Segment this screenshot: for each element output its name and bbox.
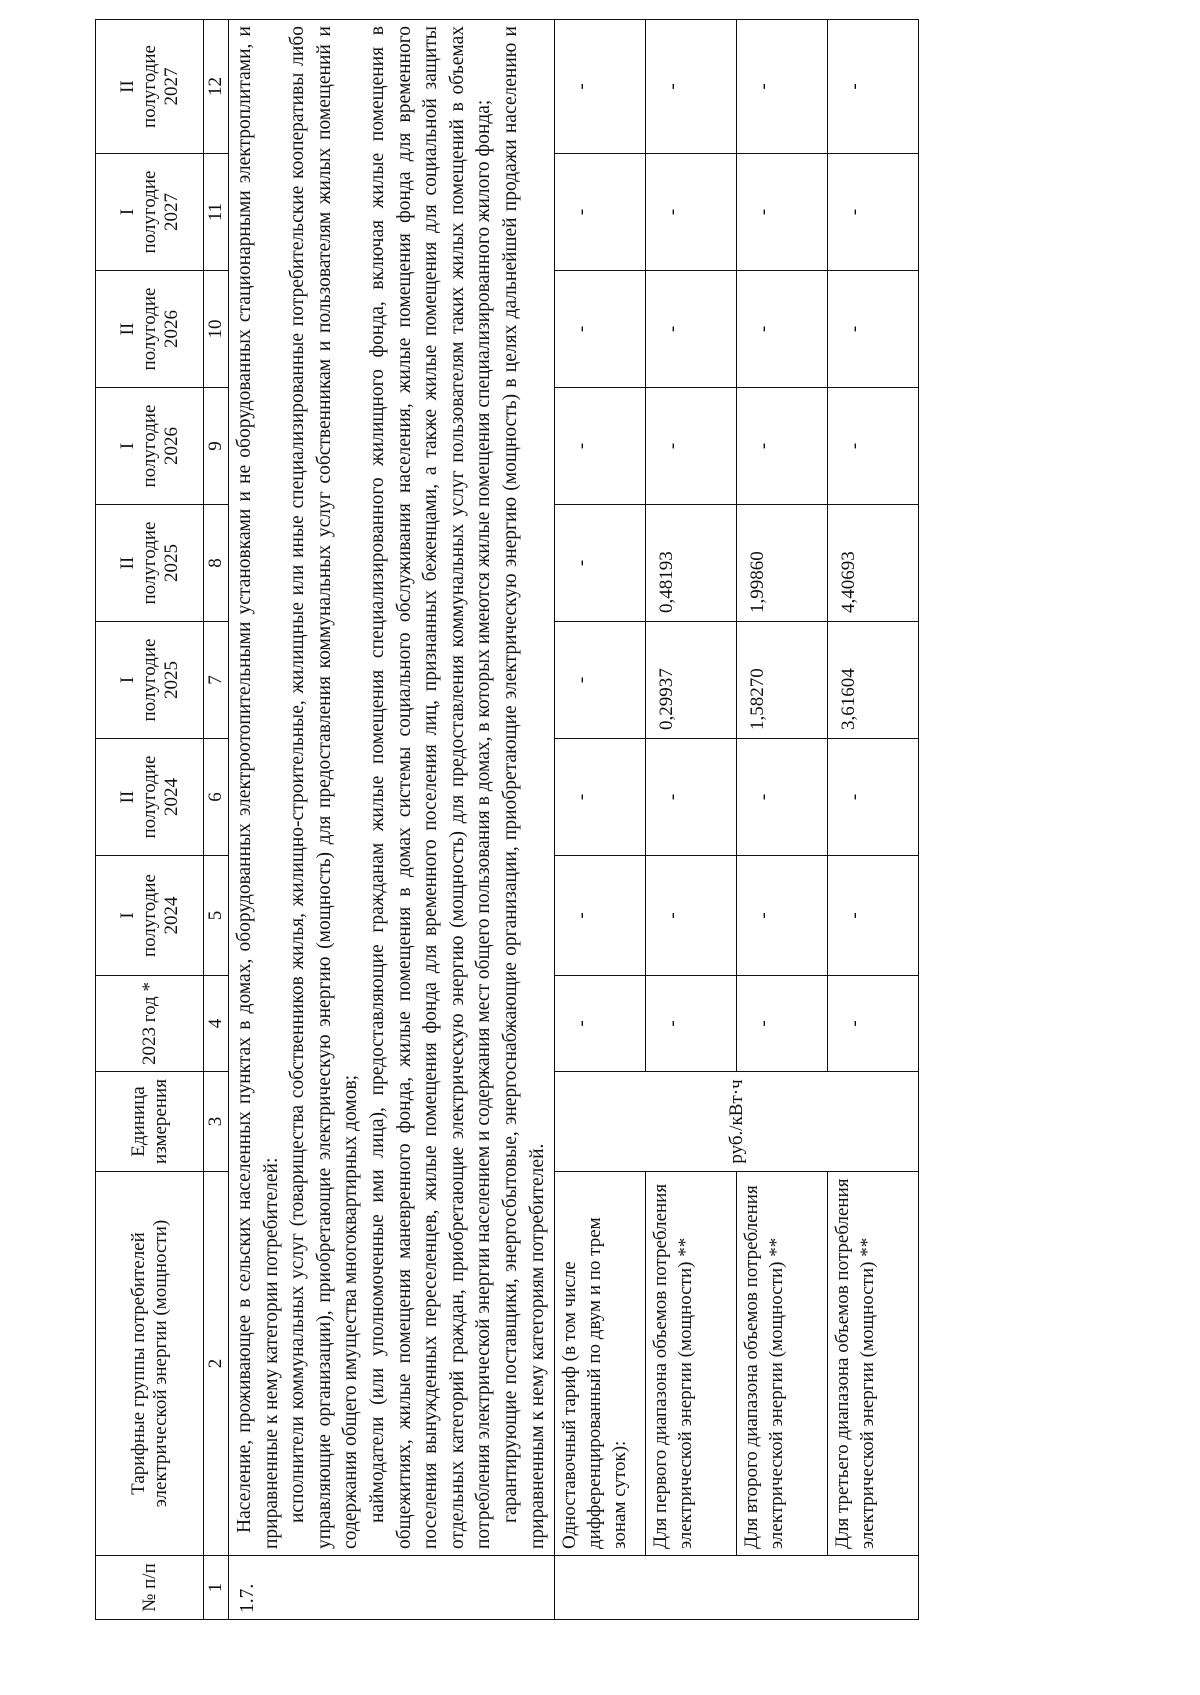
value-cell: -	[555, 505, 646, 622]
value-cell: -	[828, 20, 919, 154]
section-paragraph: Население, проживающее в сельских населенных пунктах в домах, оборудованных электроотопительными установками и не оборудованных стационарными электроплитами, и приравненные к нему категории потребителей:	[234, 26, 282, 1549]
value-cell: -	[646, 154, 737, 271]
column-number: 2	[204, 1172, 229, 1556]
value-cell: -	[737, 388, 828, 505]
table-row	[828, 20, 919, 1620]
column-number: 4	[204, 976, 229, 1072]
tariff-name: Для первого диапазона объемов потребления электрической энергии (мощности) **	[646, 1172, 737, 1556]
column-number: 9	[204, 388, 229, 505]
section-paragraph: гарантирующие поставщики, энергосбытовые, энергоснабжающие организации, приобретающие электрическую энергию (мощность) в целях дальнейшей продажи населению и приравненным к нему категориям потребителей.	[499, 26, 548, 1549]
column-number: 1	[204, 1556, 229, 1620]
section-paragraph: наймодатели (или уполномоченные ими лица), предоставляющие гражданам жилые помещения специализированного жилищного фонда, включая жилые помещения в общежитиях, жилые помещения маневренного фонда, жилые помещения в домах системы социального обслуживания населения, жилые помещения фонда для временного поселения вынужденных переселенцев, жилые помещения фонда для временного поселения лиц, признанных беженцами, а также жилые помещения для социальной защиты отдельных категорий граждан, приобретающие электрическую энергию (мощность) для предоставления коммунальных услуг пользователям таких жилых помещений в объемах потребления электрической энергии населением и содержания мест общего пользования в домах, в которых имеются жилые помещения специализированного жилого фонда;	[366, 26, 495, 1549]
section-paragraph: исполнители коммунальных услуг (товарищества собственников жилья, жилищно-строительные, жилищные или иные специализированные потребительские кооперативы либо управляющие организации), приобретающие электрическую энергию (мощность) для предоставления коммунальных услуг собственникам и пользователям жилых помещений и содержания общего имущества многоквартирных домов;	[287, 26, 362, 1549]
value-cell: -	[737, 154, 828, 271]
header-period: I полугодие 2025	[96, 622, 204, 739]
column-number: 8	[204, 505, 229, 622]
value-cell: -	[737, 271, 828, 388]
header-tariff-groups: Тарифные группы потребителей электрической энергии (мощности)	[96, 1172, 204, 1556]
value-cell: -	[737, 856, 828, 976]
value-cell: -	[828, 388, 919, 505]
column-number: 10	[204, 271, 229, 388]
value-cell: -	[646, 271, 737, 388]
tariff-name: Одноставочный тариф (в том числе дифференцированный по двум и по трем зонам суток):	[555, 1172, 646, 1556]
value-cell: -	[646, 20, 737, 154]
section-description-row	[229, 20, 555, 1620]
column-number: 7	[204, 622, 229, 739]
value-cell: -	[828, 856, 919, 976]
value-cell: -	[646, 388, 737, 505]
value-cell: -	[828, 976, 919, 1072]
header-unit: Единица измерения	[96, 1072, 204, 1172]
value-cell: -	[555, 154, 646, 271]
value-cell: -	[555, 622, 646, 739]
header-period: I полугодие 2026	[96, 388, 204, 505]
table-row	[555, 20, 646, 1620]
row-number-empty	[555, 1556, 919, 1620]
tariff-table	[95, 19, 919, 1620]
value-cell: -	[555, 271, 646, 388]
value-cell: -	[646, 976, 737, 1072]
column-number: 12	[204, 20, 229, 154]
value-cell: 1,99860	[737, 505, 828, 622]
rotated-page	[95, 20, 1200, 1620]
column-number: 5	[204, 856, 229, 976]
value-cell: -	[828, 154, 919, 271]
table-row	[737, 20, 828, 1620]
column-number: 6	[204, 739, 229, 856]
header-period: II полугодие 2026	[96, 271, 204, 388]
value-cell: -	[555, 976, 646, 1072]
header-period: II полугодие 2025	[96, 505, 204, 622]
header-period: I полугодие 2027	[96, 154, 204, 271]
value-cell: -	[555, 739, 646, 856]
value-cell: 4,40693	[828, 505, 919, 622]
value-cell: -	[646, 856, 737, 976]
unit-cell: руб./кВт·ч	[555, 1072, 919, 1172]
value-cell: 0,48193	[646, 505, 737, 622]
column-number-row	[204, 20, 229, 1620]
section-description	[229, 20, 555, 1556]
value-cell: 1,58270	[737, 622, 828, 739]
column-number: 3	[204, 1072, 229, 1172]
value-cell: -	[828, 739, 919, 856]
value-cell: -	[737, 976, 828, 1072]
column-number: 11	[204, 154, 229, 271]
value-cell: 3,61604	[828, 622, 919, 739]
header-period: I полугодие 2024	[96, 856, 204, 976]
header-row	[96, 20, 204, 1620]
value-cell: -	[555, 20, 646, 154]
table-row	[646, 20, 737, 1620]
header-period: II полугодие 2024	[96, 739, 204, 856]
tariff-name: Для третьего диапазона объемов потребления электрической энергии (мощности) **	[828, 1172, 919, 1556]
value-cell: -	[828, 271, 919, 388]
value-cell: -	[737, 739, 828, 856]
value-cell: -	[737, 20, 828, 154]
section-number: 1.7.	[229, 1556, 555, 1620]
value-cell: 0,29937	[646, 622, 737, 739]
header-period: II полугодие 2027	[96, 20, 204, 154]
tariff-name: Для второго диапазона объемов потребления электрической энергии (мощности) **	[737, 1172, 828, 1556]
header-2023: 2023 год *	[96, 976, 204, 1072]
header-number: № п/п	[96, 1556, 204, 1620]
value-cell: -	[646, 739, 737, 856]
value-cell: -	[555, 856, 646, 976]
value-cell: -	[555, 388, 646, 505]
